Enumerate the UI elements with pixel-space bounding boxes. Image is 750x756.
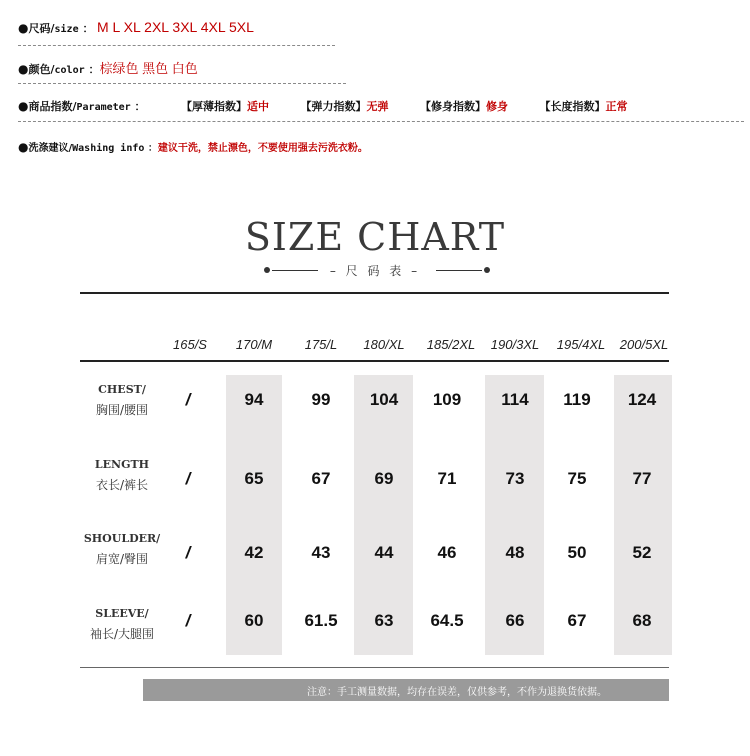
parameter-length: 【长度指数】正常 [539,100,628,113]
table-cell: 69 [374,469,394,488]
table-cell: 43 [311,543,331,562]
color-label-cn: 颜色 [28,63,51,76]
subtitle-dot-right [484,267,490,273]
table-cell: 61.5 [304,611,338,630]
parameter-fit: 【修身指数】修身 [420,100,509,113]
size-chart-title: SIZE CHART [244,215,506,259]
table-top-rule [80,292,669,294]
table-cell: 68 [632,611,652,630]
column-header: 165/S [173,337,207,352]
table-cell: 66 [505,611,525,630]
divider [18,121,744,122]
table-cell: / [185,469,191,488]
column-header: 180/XL [363,337,405,352]
table-cell: 60 [244,611,264,630]
table-cell: 77 [632,469,652,488]
parameter-info-line: ●商品指数/Parameter ： 【厚薄指数】适中 【弹力指数】无弹 【修身指数】修身 【长度指数】正常 [18,99,628,113]
bullet-icon: ● [18,62,29,76]
row-label-sleeve: SLEEVE/ 袖长/大腿围 [89,607,155,641]
header-rule [80,360,669,362]
size-info-line: ●尺码/size ： M L XL 2XL 3XL 4XL 5XL [18,19,254,35]
table-cell: / [185,611,191,630]
table-cell: 104 [369,390,399,409]
column-header: 170/M [235,337,273,352]
table-cell: 94 [244,390,264,409]
size-label-cn: 尺码 [28,22,51,35]
column-header: 195/4XL [556,337,606,352]
table-cell: 46 [437,543,457,562]
row-label-chest: CHEST/ 胸围/腰围 [95,383,149,417]
table-cell: 99 [311,390,331,409]
bullet-icon: ● [18,21,29,35]
table-cell: 67 [567,611,587,630]
note-text: 注意：手工测量数据，均存在误差，仅供参考，不作为退换货依据。 [307,687,607,698]
table-cell: 65 [244,469,264,488]
table-cell: 75 [567,469,587,488]
table-cell: 50 [567,543,587,562]
table-cell: 44 [374,543,394,562]
size-label-en: size [54,24,79,35]
parameter-label-en: Parameter [76,102,131,113]
color-info-line: ●颜色/color ：棕绿色 黑色 白色 [18,61,198,76]
washing-label-en: Washing info [72,143,145,154]
table-cell: 114 [501,390,529,409]
table-cell: 52 [632,543,652,562]
table-cell: 73 [505,469,525,488]
size-values: M L XL 2XL 3XL 4XL 5XL [96,19,254,35]
color-values: 棕绿色 黑色 白色 [99,61,198,76]
size-chart-subtitle: – 尺 码 表 – [329,264,421,278]
table-cell: 124 [627,390,657,409]
row-label-shoulder: SHOULDER/ 肩宽/臀围 [83,532,161,566]
row-label-length: LENGTH 衣长/裤长 [94,458,150,492]
table-cell: 119 [563,390,591,409]
table-cell: 42 [244,543,264,562]
table-cell: / [185,390,191,409]
parameter-label-cn: 商品指数 [28,100,73,113]
table-cell: / [185,543,191,562]
washing-value: 建议干洗，禁止漂色，不要使用强去污洗衣粉。 [157,143,368,154]
column-header: 175/L [304,337,338,352]
column-header: 200/5XL [619,337,669,352]
bullet-icon: ● [18,140,29,154]
note-bar [143,679,669,701]
color-label-en: color [54,65,85,76]
column-header: 185/2XL [426,337,476,352]
bullet-icon: ● [18,99,29,113]
table-cell: 64.5 [430,611,464,630]
divider [18,45,335,46]
washing-label-cn: 洗涤建议 [28,143,69,154]
table-cell: 67 [311,469,331,488]
table-cell: 71 [437,469,457,488]
table-cell: 109 [432,390,462,409]
table-cell: 63 [374,611,394,630]
column-header: 190/3XL [490,337,540,352]
table-bottom-rule [80,667,669,668]
washing-info-line: ●洗涤建议/Washing info ：建议干洗，禁止漂色，不要使用强去污洗衣粉。 [18,140,368,154]
parameter-thickness: 【厚薄指数】适中 [181,100,270,113]
subtitle-line-right [436,270,482,271]
divider [18,83,346,84]
parameter-elasticity: 【弹力指数】无弹 [300,100,389,113]
table-cell: 48 [505,543,525,562]
